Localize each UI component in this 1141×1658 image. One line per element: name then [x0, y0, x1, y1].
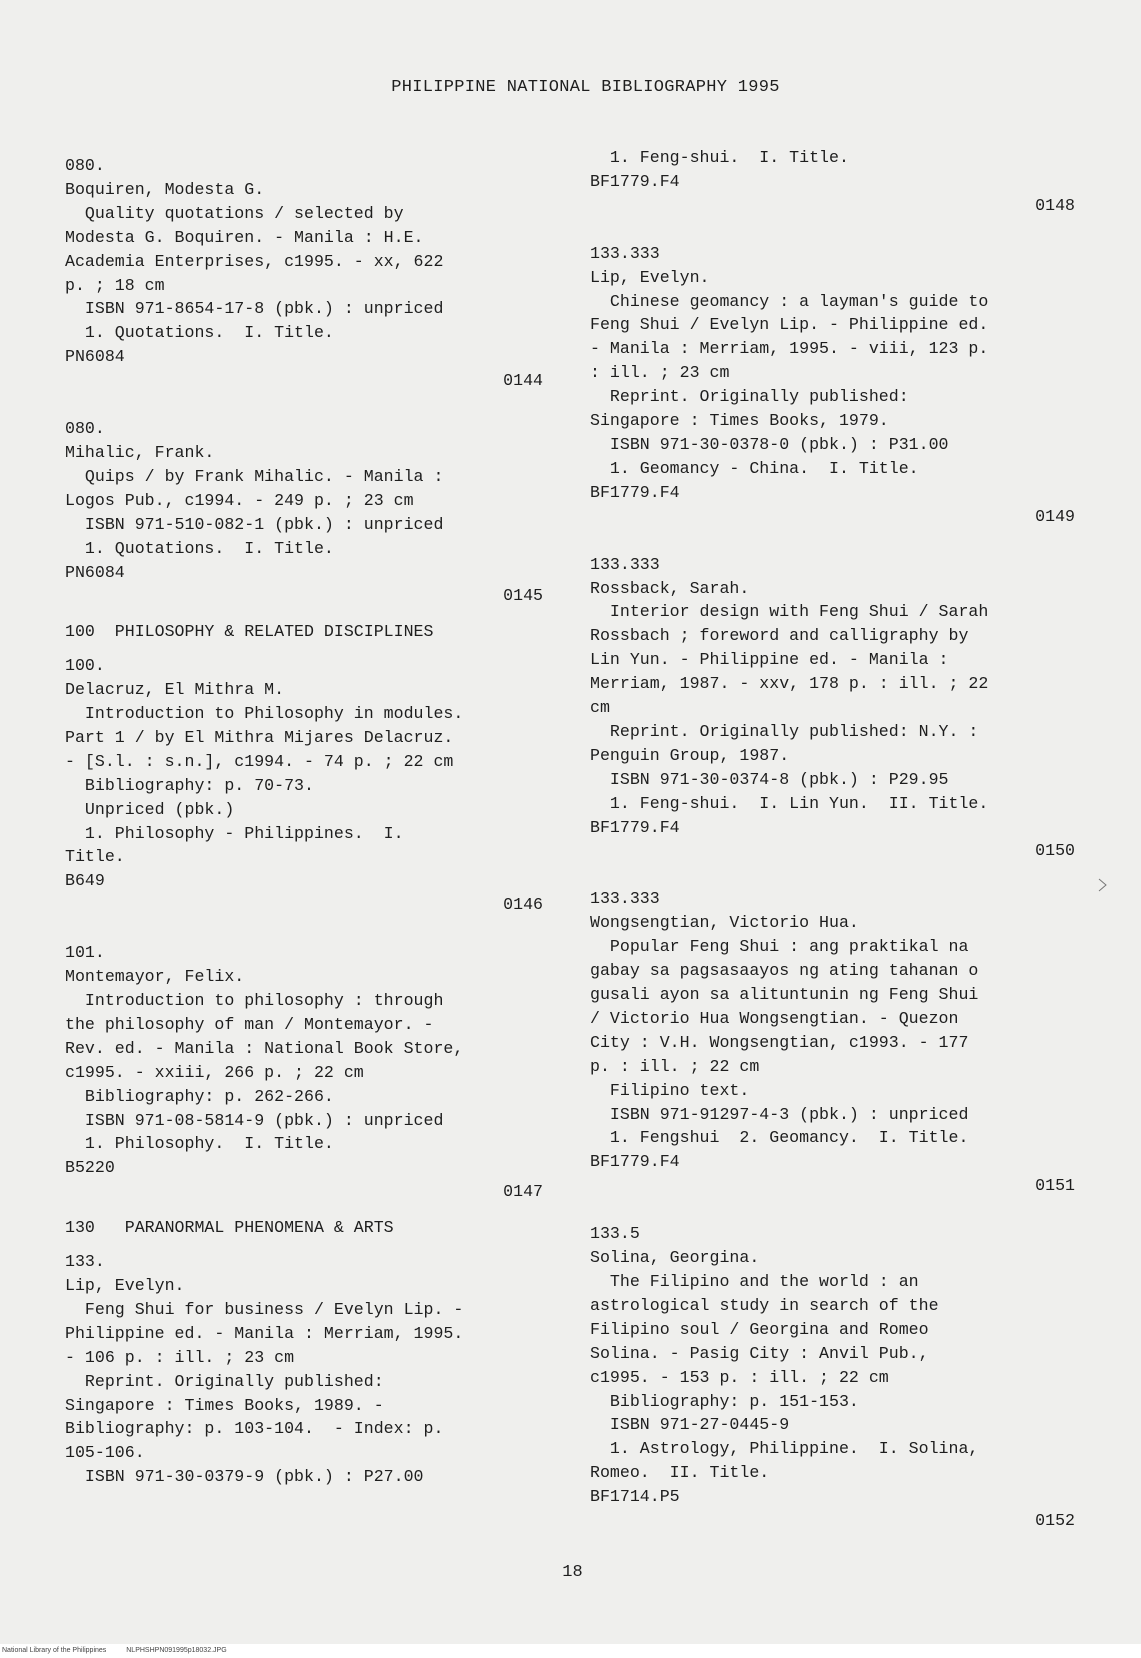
- entry-line: BF1779.F4: [590, 817, 680, 837]
- entry-line: 1. Quotations. I. Title.: [65, 323, 334, 343]
- entry-line: Quality quotations / selected by: [65, 203, 404, 223]
- entry-line: 1. Fengshui 2. Geomancy. I. Title.: [590, 1128, 969, 1148]
- left-column: [65, 154, 543, 1489]
- entry-line: B649: [65, 871, 105, 891]
- entry-line: Rossback, Sarah.: [590, 578, 750, 598]
- bibliographic-entry: [590, 1222, 1075, 1533]
- entry-line: Modesta G. Boquiren. - Manila : H.E.: [65, 227, 424, 247]
- entry-line: Solina, Georgina.: [590, 1248, 760, 1268]
- entry-line: ISBN 971-30-0374-8 (pbk.) : P29.95: [590, 769, 949, 789]
- entry-line: ISBN 971-8654-17-8 (pbk.) : unpriced: [65, 299, 444, 319]
- section-heading: 100 PHILOSOPHY & RELATED DISCIPLINES: [65, 622, 434, 642]
- entry-number: 0148: [1035, 195, 1075, 215]
- entry-line: Rev. ed. - Manila : National Book Store,: [65, 1038, 464, 1058]
- entry-number: 0151: [1035, 1176, 1075, 1196]
- entry-line: 1. Geomancy - China. I. Title.: [590, 458, 919, 478]
- entry-line: Feng Shui for business / Evelyn Lip. -: [65, 1299, 464, 1319]
- entry-line: Montemayor, Felix.: [65, 967, 245, 987]
- entry-line: Academia Enterprises, c1995. - xx, 622: [65, 251, 444, 271]
- entry-line: : ill. ; 23 cm: [590, 363, 730, 383]
- entry-line: Wongsengtian, Victorio Hua.: [590, 913, 859, 933]
- entry-line: Lin Yun. - Philippine ed. - Manila :: [590, 650, 949, 670]
- entry-line: Filipino soul / Georgina and Romeo: [590, 1319, 929, 1339]
- scan-footer: [0, 1644, 1141, 1658]
- bibliographic-entry: [590, 242, 1075, 529]
- entry-line: BF1714.P5: [590, 1487, 680, 1507]
- entry-line: ISBN 971-510-082-1 (pbk.) : unpriced: [65, 514, 444, 534]
- entry-line: Introduction to philosophy : through: [65, 991, 444, 1010]
- entry-line: ISBN 971-27-0445-9: [590, 1415, 790, 1435]
- entry-line: Bibliography: p. 70-73.: [65, 775, 314, 795]
- entry-line: p. : ill. ; 22 cm: [590, 1056, 760, 1076]
- entry-line: BF1779.F4: [590, 171, 680, 191]
- entry-line: Unpriced (pbk.): [65, 799, 235, 819]
- bibliographic-entry: [590, 146, 1075, 218]
- entry-line: B5220: [65, 1158, 115, 1178]
- section-heading: 130 PARANORMAL PHENOMENA & ARTS: [65, 1218, 394, 1238]
- bibliographic-entry: [65, 941, 543, 1204]
- entry-number: 0145: [503, 586, 543, 606]
- entry-line: Popular Feng Shui : ang praktikal na: [590, 937, 969, 957]
- entry-line: ISBN 971-91297-4-3 (pbk.) : unpriced: [590, 1104, 969, 1124]
- entry-line: - 106 p. : ill. ; 23 cm: [65, 1347, 295, 1367]
- entry-line: Lip, Evelyn.: [65, 1275, 185, 1295]
- entry-line: 1. Feng-shui. I. Title.: [590, 148, 849, 167]
- entry-line: 1. Philosophy. I. Title.: [65, 1134, 334, 1154]
- entry-line: Bibliography: p. 103-104. - Index: p.: [65, 1419, 444, 1439]
- entry-line: astrological study in search of the: [590, 1295, 939, 1315]
- entry-line: Philippine ed. - Manila : Merriam, 1995.: [65, 1323, 464, 1343]
- margin-mark: [1098, 878, 1108, 892]
- entry-line: 105-106.: [65, 1443, 145, 1463]
- entry-line: p. ; 18 cm: [65, 275, 165, 295]
- entry-line: ISBN 971-30-0379-9 (pbk.) : P27.00: [65, 1467, 424, 1487]
- entry-line: 133.333: [590, 554, 660, 574]
- entry-number: 0152: [1035, 1511, 1075, 1531]
- entry-line: Rossbach ; foreword and calligraphy by: [590, 626, 969, 646]
- entry-line: Bibliography: p. 262-266.: [65, 1086, 334, 1106]
- entry-line: Penguin Group, 1987.: [590, 745, 790, 765]
- entry-line: BF1779.F4: [590, 1152, 680, 1172]
- page-title: PHILIPPINE NATIONAL BIBLIOGRAPHY 1995: [391, 78, 780, 97]
- entry-line: Interior design with Feng Shui / Sarah: [590, 602, 989, 622]
- entry-line: Introduction to Philosophy in modules.: [65, 704, 464, 724]
- entry-line: Merriam, 1987. - xxv, 178 p. : ill. ; 22: [590, 674, 989, 694]
- entry-line: Reprint. Originally published:: [65, 1371, 384, 1391]
- entry-line: 101.: [65, 943, 105, 963]
- entry-line: Reprint. Originally published: N.Y. :: [590, 721, 979, 741]
- entry-line: / Victorio Hua Wongsengtian. - Quezon: [590, 1008, 959, 1028]
- entry-line: c1995. - 153 p. : ill. ; 22 cm: [590, 1367, 889, 1387]
- entry-line: Logos Pub., c1994. - 249 p. ; 23 cm: [65, 490, 414, 510]
- entry-line: Lip, Evelyn.: [590, 267, 710, 287]
- entry-line: Filipino text.: [590, 1080, 750, 1100]
- entry-line: Singapore : Times Books, 1979.: [590, 411, 889, 431]
- entry-number: 0144: [503, 371, 543, 391]
- entry-number: 0147: [503, 1182, 543, 1202]
- entry-line: BF1779.F4: [590, 482, 680, 502]
- entry-line: 1. Feng-shui. I. Lin Yun. II. Title.: [590, 793, 989, 813]
- entry-line: Bibliography: p. 151-153.: [590, 1391, 859, 1411]
- entry-line: 133.5: [590, 1224, 640, 1244]
- right-column: [590, 146, 1075, 1533]
- entry-line: cm: [590, 698, 610, 718]
- entry-line: The Filipino and the world : an: [590, 1271, 919, 1291]
- entry-line: 100.: [65, 656, 105, 676]
- entry-line: 1. Astrology, Philippine. I. Solina,: [590, 1439, 979, 1459]
- entry-line: gusali ayon sa alituntunin ng Feng Shui: [590, 985, 979, 1004]
- entry-line: Chinese geomancy : a layman's guide to: [590, 291, 989, 311]
- entry-line: Mihalic, Frank.: [65, 442, 215, 462]
- entry-line: Reprint. Originally published:: [590, 387, 909, 407]
- entry-line: - Manila : Merriam, 1995. - viii, 123 p.: [590, 339, 989, 359]
- entry-number: 0149: [1035, 506, 1075, 526]
- entry-line: 1. Quotations. I. Title.: [65, 538, 334, 558]
- entry-line: - [S.l. : s.n.], c1994. - 74 p. ; 22 cm: [65, 751, 454, 771]
- entry-line: 080.: [65, 419, 105, 439]
- entry-line: Romeo. II. Title.: [590, 1463, 770, 1483]
- entry-line: PN6084: [65, 347, 125, 367]
- entry-line: Boquiren, Modesta G.: [65, 179, 265, 199]
- entry-line: Part 1 / by El Mithra Mijares Delacruz.: [65, 727, 454, 747]
- bibliographic-entry: [65, 417, 543, 608]
- bibliographic-entry: [65, 154, 543, 393]
- entry-line: 1. Philosophy - Philippines. I.: [65, 823, 404, 843]
- entry-number: 0150: [1035, 841, 1075, 861]
- entry-line: Solina. - Pasig City : Anvil Pub.,: [590, 1343, 929, 1363]
- entry-line: Quips / by Frank Mihalic. - Manila :: [65, 466, 444, 486]
- entry-line: PN6084: [65, 562, 125, 582]
- page-number: 18: [562, 1563, 583, 1582]
- footer-file: NLPHSHPN091995p18032.JPG: [126, 1647, 227, 1654]
- entry-line: Feng Shui / Evelyn Lip. - Philippine ed.: [590, 315, 989, 335]
- entry-line: the philosophy of man / Montemayor. -: [65, 1014, 434, 1034]
- entry-line: c1995. - xxiii, 266 p. ; 22 cm: [65, 1062, 364, 1082]
- entry-line: Title.: [65, 847, 125, 867]
- entry-line: Singapore : Times Books, 1989. -: [65, 1395, 384, 1415]
- entry-line: ISBN 971-30-0378-0 (pbk.) : P31.00: [590, 434, 949, 454]
- entry-number: 0146: [503, 895, 543, 915]
- bibliographic-entry: [590, 553, 1075, 864]
- entry-line: City : V.H. Wongsengtian, c1993. - 177: [590, 1032, 969, 1052]
- entry-line: 080.: [65, 156, 105, 175]
- bibliographic-entry: [65, 1250, 543, 1489]
- entry-line: gabay sa pagsasaayos ng ating tahanan o: [590, 961, 979, 981]
- entry-line: 133.: [65, 1252, 105, 1272]
- entry-line: 133.333: [590, 889, 660, 909]
- entry-line: ISBN 971-08-5814-9 (pbk.) : unpriced: [65, 1110, 444, 1130]
- entry-line: 133.333: [590, 243, 660, 263]
- bibliographic-entry: [590, 887, 1075, 1198]
- entry-line: Delacruz, El Mithra M.: [65, 680, 285, 700]
- bibliographic-entry: [65, 654, 543, 917]
- footer-library: National Library of the Philippines: [2, 1647, 107, 1654]
